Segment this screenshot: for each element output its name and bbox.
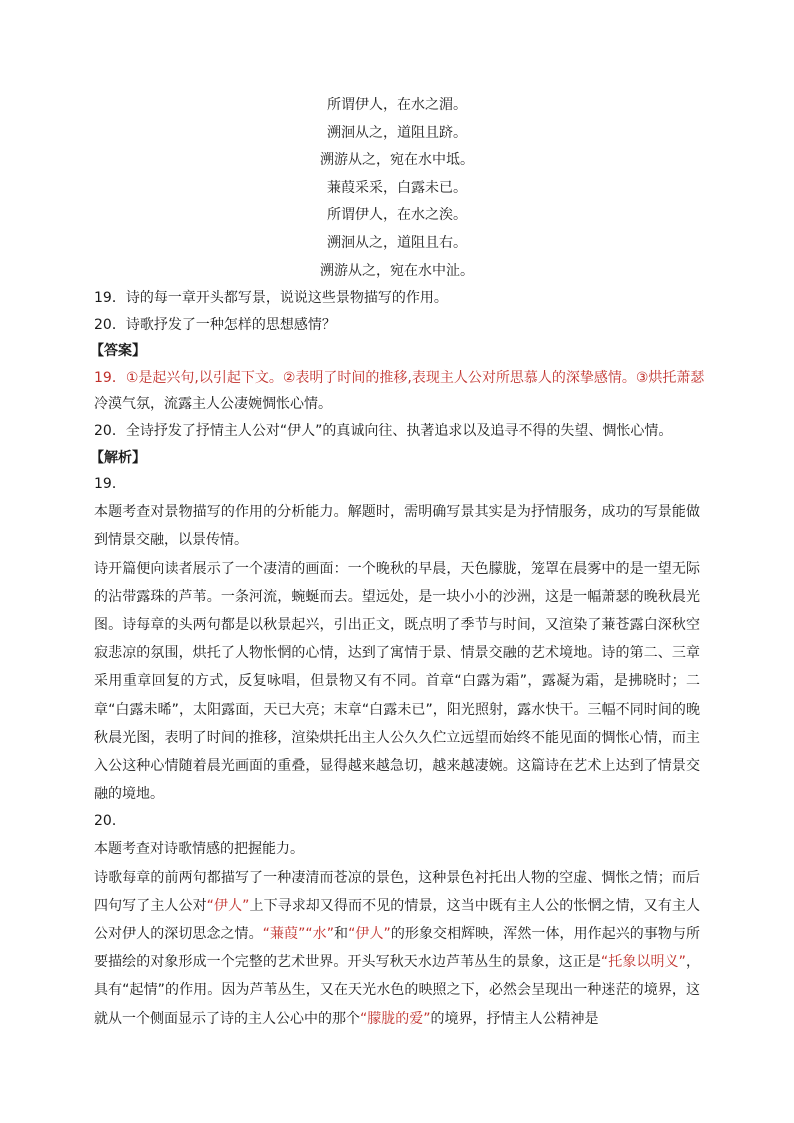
answer-19-line-1: 19．①是起兴句,以引起下文。②表明了时间的推移,表现主人公对所思慕人的深挚感情。③烘托萧瑟 bbox=[94, 369, 705, 386]
poem-line: 蒹葭采采，白露未已。 bbox=[327, 179, 467, 196]
question-19: 19．诗的每一章开头都写景，说说这些景物描写的作用。 bbox=[94, 290, 448, 306]
poem-line: 所谓伊人，在水之湄。 bbox=[327, 97, 467, 113]
text-run: 的境界，抒情主人公精神是 bbox=[430, 1010, 599, 1027]
analysis-19-paragraph-2: 诗开篇便向读者展示了一个凄清的画面：一个晚秋的早晨，天色朦胧，笼罩在晨雾中的是一望无际的沾带露珠的芦苇。一条河流，蜿蜒而去。望远处，是一块小小的沙洲，这是一幅萧瑟的晚秋晨光图。诗每章的头两句都是以秋景起兴，引出正文，既点明了季节与时间，又渲染了蒹苍露白深秋空寂悲凉的氛围，烘托了人物怅惘的心情，达到了寓情于景、情景交融的艺术境地。诗的第二、三章采用重章回复的方式，反复咏唱，但景物又有不同。首章“白露为霜”，露凝为霜，是拂晓时；二章“白露未晞”，太阳露面，天已大亮；末章“白露未已”，阳光照射，露水快干。三幅不同时间的晚秋晨光图，表明了时间的推移，渲染烘托出主人公久久伫立远望而始终不能见面的惆怅心情，而主入公这种心情随着晨光画面的重叠，显得越来越急切，越来越凄婉。这篇诗在艺术上达到了情景交融的境地。 bbox=[94, 560, 700, 803]
poem-line: 所谓伊人，在水之涘。 bbox=[327, 207, 467, 224]
analysis-heading: 【解析】 bbox=[90, 449, 146, 466]
text-run: ，具有“起情”的作用。因为芦苇丛生，又在天光水色的映照之下，必然会呈现出一种迷茫的境界，这就从一个侧面显示了诗的主人公心中的那个 bbox=[94, 954, 701, 1027]
text-run: 上下寻求却又得而不见的情景，这当中既有主人公的怅惘之情，又有主人公对伊人的深切思念之情。 bbox=[94, 897, 700, 942]
answer-heading: 【答案】 bbox=[90, 343, 146, 360]
answer-20: 20．全诗抒发了抒情主人公对“伊人”的真诚向往、执著追求以及追寻不得的失望、惆怅心情。 bbox=[94, 422, 673, 439]
question-20: 20．诗歌抒发了一种怎样的思想感情？ bbox=[94, 316, 336, 333]
question-section bbox=[90, 285, 705, 1033]
highlight-tuoxiang: “托象以明义” bbox=[600, 954, 686, 971]
highlight-yiren-2: “伊人” bbox=[348, 926, 391, 942]
answer-19-line-2: 冷漠气氛，流露主人公凄婉惆怅心情。 bbox=[94, 396, 332, 413]
highlight-jianjia: “蒹葭” bbox=[262, 926, 306, 942]
highlight-menglong: “朦胧的爱” bbox=[360, 1010, 431, 1027]
analysis-20-paragraph-1: 本题考查对诗歌情感的把握能力。 bbox=[94, 841, 304, 858]
analysis-19-number: 19． bbox=[94, 476, 126, 493]
poem-line: 溯洄从之，道阻且右。 bbox=[327, 234, 467, 251]
analysis-20-number: 20． bbox=[94, 813, 126, 830]
poem-line: 溯游从之，宛在水中坻。 bbox=[320, 152, 474, 169]
text-run: 和 bbox=[333, 926, 349, 942]
poem-line: 溯游从之，宛在水中沚。 bbox=[320, 262, 474, 279]
poem-line: 溯洄从之，道阻且跻。 bbox=[327, 124, 467, 141]
highlight-yiren: “伊人” bbox=[206, 897, 250, 914]
poem-excerpt bbox=[0, 92, 794, 285]
analysis-19-paragraph-1: 本题考查对景物描写的作用的分析能力。解题时，需明确写景其实是为抒情服务，成功的写景能做到情景交融，以景传情。 bbox=[94, 504, 700, 549]
text-run: 诗歌每章的前两句都描写了一种凄清而苍凉的景色，这种景色衬托出人物的空虚、惆怅之情；而后四句写了主人公对 bbox=[94, 869, 700, 914]
text-run: 的形象交相辉映，浑然一体，用作起兴的事物与所要描绘的对象形成一个完整的艺术世界。开头写秋天水边芦苇丛生的景象，这正是 bbox=[94, 926, 701, 971]
highlight-shui: “水” bbox=[305, 926, 334, 942]
analysis-20-paragraph-2 bbox=[94, 864, 700, 1033]
